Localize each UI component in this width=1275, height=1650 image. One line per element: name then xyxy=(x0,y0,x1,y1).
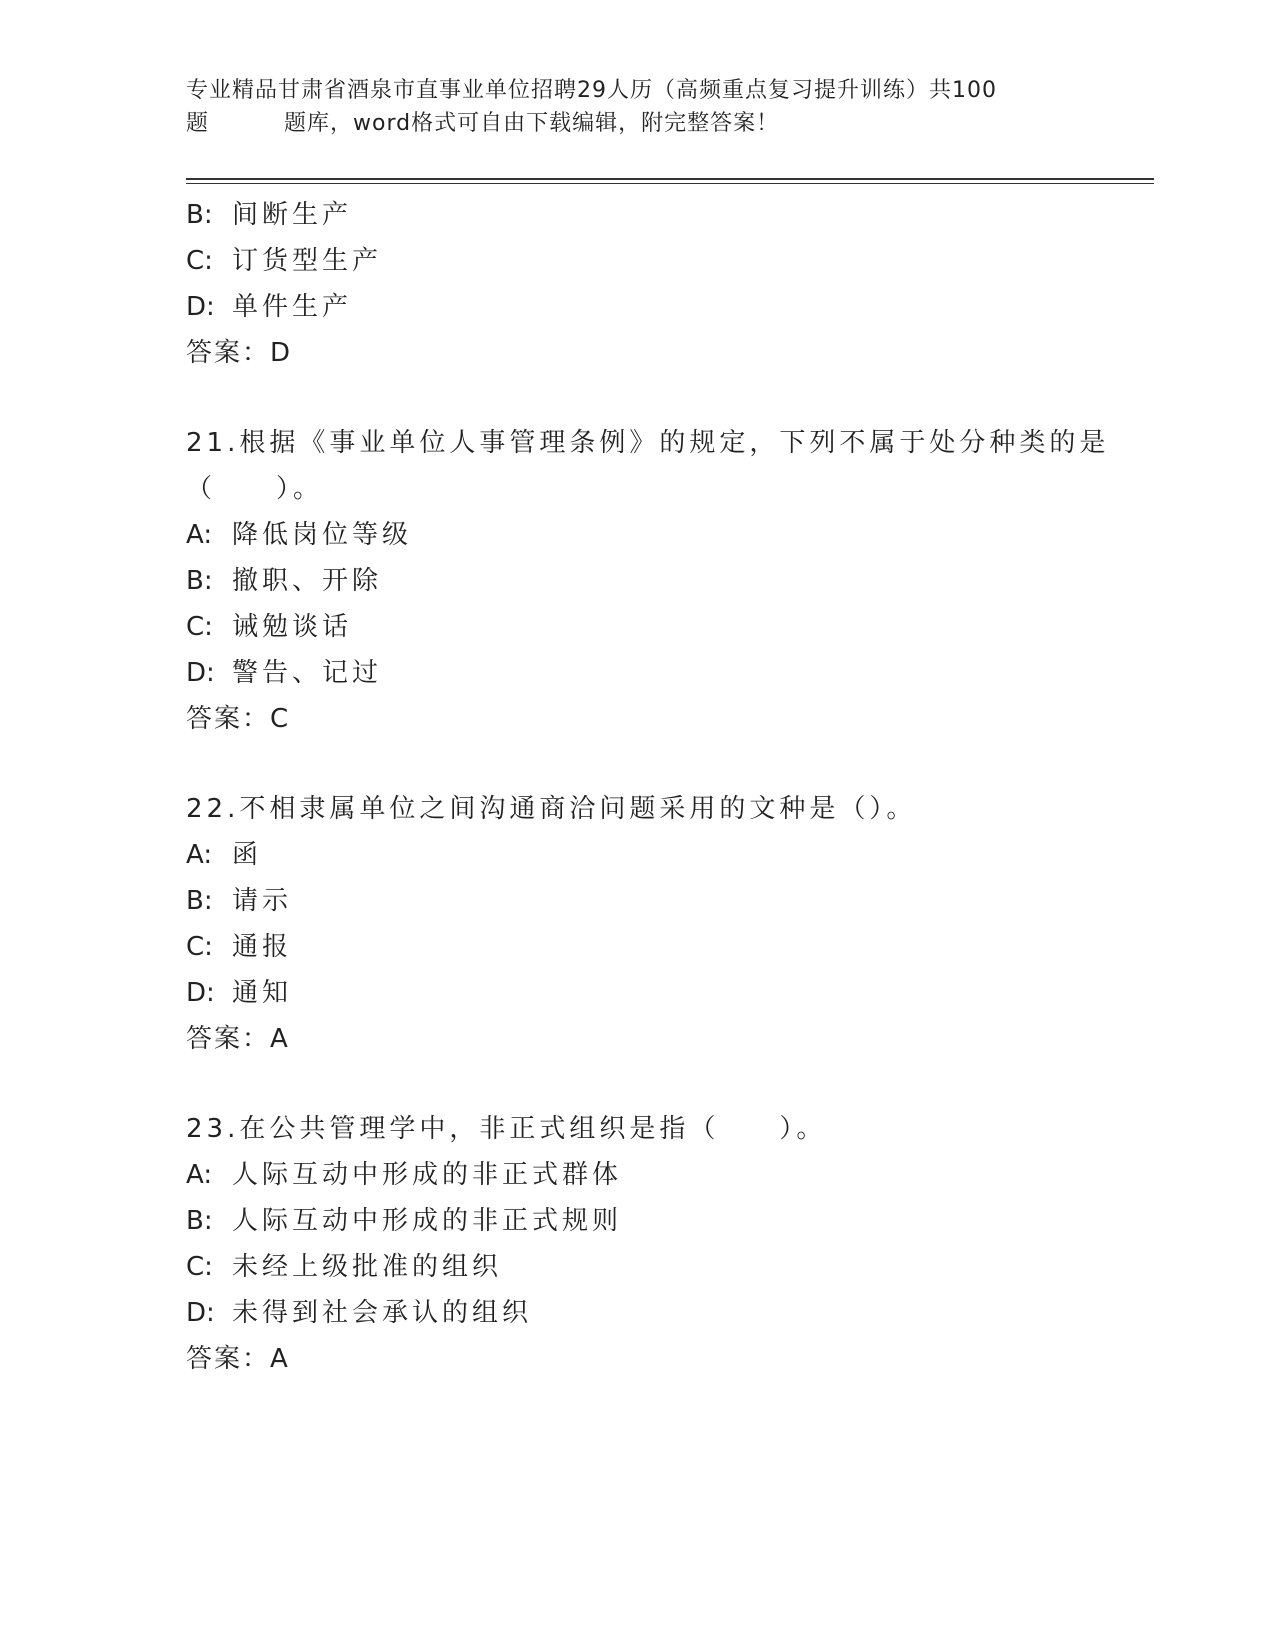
option-label: C: xyxy=(186,1252,213,1282)
option-text: 诫勉谈话 xyxy=(232,612,353,642)
option-a xyxy=(186,1152,1146,1198)
question-stem-continued: （ ）。 xyxy=(186,474,324,504)
answer-line: 答案：A xyxy=(186,1024,290,1054)
option-text: 人际互动中形成的非正式规则 xyxy=(232,1206,623,1236)
option-text: 请示 xyxy=(232,886,293,916)
option-text: 人际互动中形成的非正式群体 xyxy=(232,1160,623,1190)
option-text: 未得到社会承认的组织 xyxy=(232,1298,533,1328)
option-label: A: xyxy=(186,1160,213,1190)
question-block-prev xyxy=(186,192,1146,376)
option-a xyxy=(186,832,1146,878)
option-text: 订货型生产 xyxy=(232,246,383,276)
option-b xyxy=(186,558,1146,604)
option-label: A: xyxy=(186,840,213,870)
option-label: B: xyxy=(186,200,213,230)
option-text: 降低岗位等级 xyxy=(232,520,413,550)
option-text: 通报 xyxy=(232,932,293,962)
option-d xyxy=(186,1290,1146,1336)
question-list xyxy=(186,192,1146,1382)
option-label: C: xyxy=(186,612,213,642)
option-text: 警告、记过 xyxy=(232,658,383,688)
question-block-23 xyxy=(186,1106,1146,1382)
option-c xyxy=(186,238,1146,284)
option-text: 撤职、开除 xyxy=(232,566,383,596)
option-text: 单件生产 xyxy=(232,292,353,322)
option-d xyxy=(186,650,1146,696)
option-d xyxy=(186,284,1146,330)
question-stem: 22.不相隶属单位之间沟通商洽问题采用的文种是（）。 xyxy=(186,794,917,824)
header-title-line2-rest: 题库，word格式可自由下载编辑，附完整答案！ xyxy=(284,111,780,136)
question-block-21 xyxy=(186,420,1146,742)
option-b xyxy=(186,1198,1146,1244)
option-label: D: xyxy=(186,292,215,322)
question-block-22 xyxy=(186,786,1146,1062)
header-title-line2 xyxy=(186,107,1086,140)
option-text: 函 xyxy=(232,840,263,870)
option-label: B: xyxy=(186,566,213,596)
option-label: A: xyxy=(186,520,213,550)
answer-line: 答案：D xyxy=(186,338,293,368)
option-label: D: xyxy=(186,978,215,1008)
header-title-line1: 专业精品甘肃省酒泉市直事业单位招聘29人历（高频重点复习提升训练）共100 xyxy=(186,78,997,103)
option-text: 通知 xyxy=(232,978,293,1008)
header-divider xyxy=(186,178,1154,180)
option-a xyxy=(186,512,1146,558)
option-label: D: xyxy=(186,658,215,688)
answer-line: 答案：C xyxy=(186,704,291,734)
option-b xyxy=(186,878,1146,924)
option-b xyxy=(186,192,1146,238)
answer-line: 答案：A xyxy=(186,1344,290,1374)
header-title-line2-start: 题 xyxy=(186,111,210,136)
option-label: B: xyxy=(186,886,213,916)
question-stem: 23.在公共管理学中，非正式组织是指（ ）。 xyxy=(186,1114,827,1144)
option-label: D: xyxy=(186,1298,215,1328)
question-stem: 21.根据《事业单位人事管理条例》的规定，下列不属于处分种类的是 xyxy=(186,428,1110,458)
header-divider-thin xyxy=(186,183,1154,184)
option-label: C: xyxy=(186,246,213,276)
option-d xyxy=(186,970,1146,1016)
option-text: 未经上级批准的组织 xyxy=(232,1252,503,1282)
option-text: 间断生产 xyxy=(232,200,353,230)
option-label: C: xyxy=(186,932,213,962)
option-c xyxy=(186,604,1146,650)
option-c xyxy=(186,1244,1146,1290)
option-label: B: xyxy=(186,1206,213,1236)
page-header xyxy=(186,74,1086,140)
option-c xyxy=(186,924,1146,970)
